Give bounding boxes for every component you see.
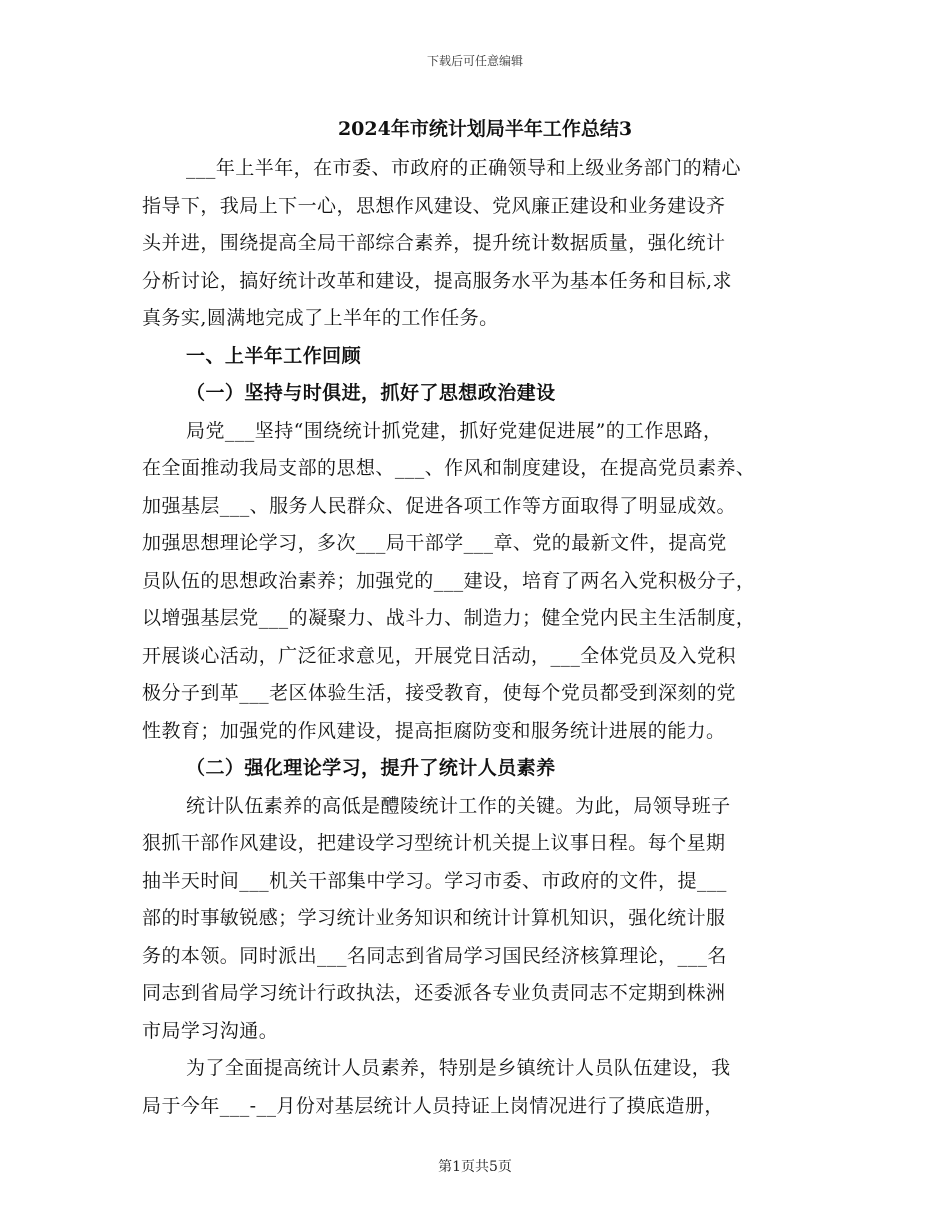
text-line: 以增强基层党___的凝聚力、战斗力、制造力；健全党内民主生活制度， xyxy=(142,607,756,629)
section-heading: （二）强化理论学习，提升了统计人员素养 xyxy=(186,757,556,779)
text-line: 加强基层___、服务人民群众、促进各项工作等方面取得了明显成效。 xyxy=(142,494,736,517)
text-line: 在全面推动我局支部的思想、___、作风和制度建设，在提高党员素养、 xyxy=(142,457,756,479)
text-line: 部的时事敏锐感；学习统计业务知识和统计计算机知识，强化统计服 xyxy=(142,907,726,929)
section-heading: 一、上半年工作回顾 xyxy=(186,344,362,367)
text-line: 狠抓干部作风建设，把建设学习型统计机关提上议事日程。每个星期 xyxy=(142,832,726,854)
text-line: ___年上半年，在市委、市政府的正确领导和上级业务部门的精心 xyxy=(186,157,742,179)
text-line: 为了全面提高统计人员素养，特别是乡镇统计人员队伍建设，我 xyxy=(186,1057,731,1079)
text-line: 抽半天时间___机关干部集中学习。学习市委、市政府的文件，提___ xyxy=(142,869,727,892)
text-line: 极分子到革___老区体验生活，接受教育，使每个党员都受到深刻的党 xyxy=(142,682,736,704)
document-body xyxy=(142,116,808,1125)
text-line: 开展谈心活动，广泛征求意见，开展党日活动，___全体党员及入党积 xyxy=(142,644,736,667)
text-line: 指导下，我局上下一心，思想作风建设、党风廉正建设和业务建设齐 xyxy=(142,194,726,217)
text-line: 真务实,圆满地完成了上半年的工作任务。 xyxy=(142,307,499,329)
text-line: 员队伍的思想政治素养；加强党的___建设，培育了两名入党积极分子， xyxy=(142,569,756,592)
document-title: 2024年市统计划局半年工作总结3 xyxy=(337,118,633,140)
text-line: 加强思想理论学习，多次___局干部学___章、党的最新文件，提高党 xyxy=(142,532,727,554)
text-line: 统计队伍素养的高低是醴陵统计工作的关键。为此，局领导班子 xyxy=(186,794,731,817)
text-line: 局于今年___-__月份对基层统计人员持证上岗情况进行了摸底造册， xyxy=(142,1094,724,1117)
text-line: 务的本领。同时派出___名同志到省局学习国民经济核算理论，___名 xyxy=(142,944,727,967)
text-line: 分析讨论，搞好统计改革和建设，提高服务水平为基本任务和目标,求 xyxy=(142,269,732,292)
document-lines xyxy=(142,150,808,1125)
header-note: 下载后可任意编辑 xyxy=(426,54,523,68)
text-line: 局党___坚持“围绕统计抓党建，抓好党建促进展”的工作思路， xyxy=(186,419,723,442)
text-line: 同志到省局学习统计行政执法，还委派各专业负责同志不定期到株洲 xyxy=(142,982,726,1004)
page-indicator: 第1页共5页 xyxy=(438,1159,512,1175)
text-line: 市局学习沟通。 xyxy=(142,1019,279,1042)
text-line: 头并进，围绕提高全局干部综合素养，提升统计数据质量，强化统计 xyxy=(142,232,726,254)
section-heading: （一）坚持与时俱进，抓好了思想政治建设 xyxy=(186,382,556,404)
text-line: 性教育；加强党的作风建设，提高拒腐防变和服务统计进展的能力。 xyxy=(142,719,726,742)
